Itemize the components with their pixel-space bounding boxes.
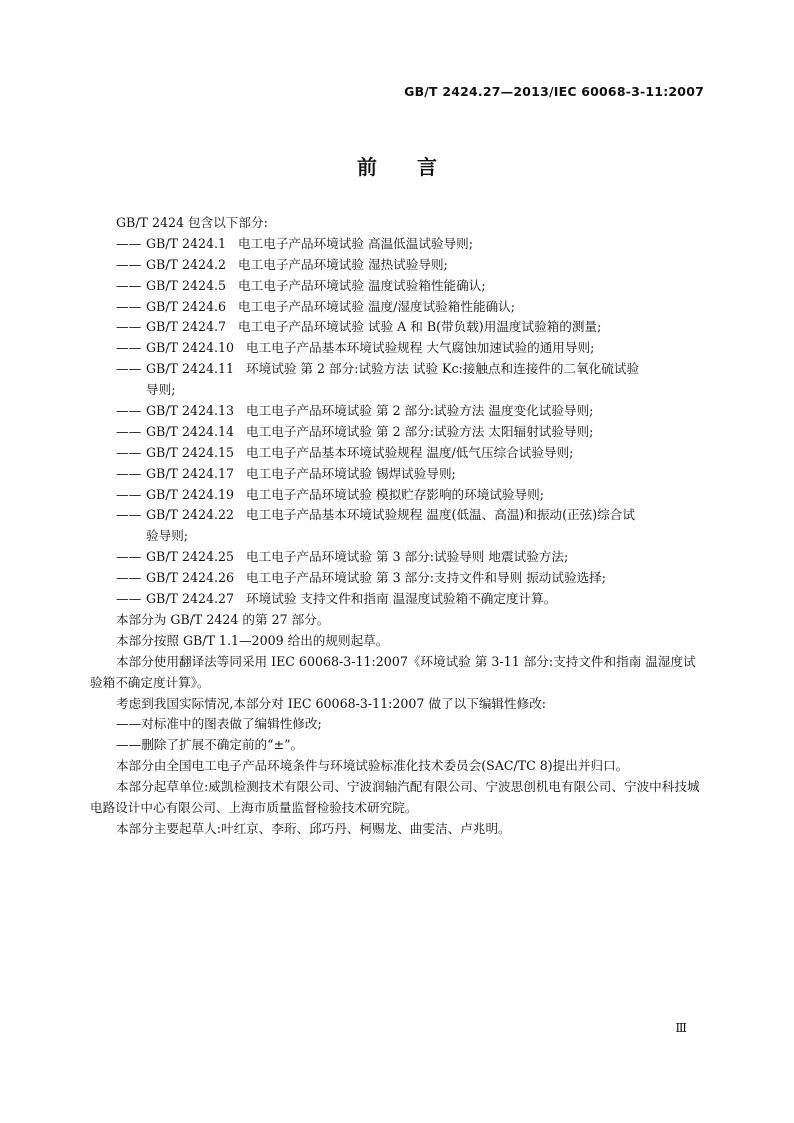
parts-list <box>90 234 708 610</box>
page-number: Ⅲ <box>675 1021 687 1035</box>
part-title: 电工电子产品环境试验 第 2 部分:试验方法 温度变化试验导则; <box>246 403 594 419</box>
dash-mark: —— <box>116 444 142 460</box>
part-title-continued: 导则; <box>146 382 176 398</box>
paragraph: 本部分按照 GB/T 1.1—2009 给出的规则起草。 <box>116 632 389 648</box>
part-number: GB/T 2424.11 <box>146 361 235 377</box>
paragraphs <box>90 610 708 715</box>
part-item <box>90 505 708 526</box>
dash-mark: —— <box>116 277 142 293</box>
part-number: GB/T 2424.25 <box>146 549 235 565</box>
edit-list <box>90 714 708 756</box>
part-number: GB/T 2424.15 <box>146 444 235 460</box>
part-number: GB/T 2424.7 <box>146 319 227 335</box>
part-title: 电工电子产品基本环境试验规程 温度/低气压综合试验导则; <box>246 444 574 460</box>
part-title: 环境试验 支持文件和指南 温湿度试验箱不确定度计算。 <box>246 591 557 607</box>
dash-mark: —— <box>116 591 142 607</box>
paragraph: 本部分使用翻译法等同采用 IEC 60068-3-11:2007《环境试验 第 3-11 部分:支持文件和指南 温湿度试验箱不确定度计算》。 <box>90 653 696 690</box>
part-number: GB/T 2424.22 <box>146 507 235 523</box>
part-item <box>90 443 708 464</box>
part-item <box>90 255 708 276</box>
part-title: 环境试验 第 2 部分:试验方法 试验 Kc:接触点和连接件的二氧化硫试验 <box>246 361 640 377</box>
dash-mark: —— <box>116 256 142 272</box>
part-title: 电工电子产品基本环境试验规程 大气腐蚀加速试验的通用导则; <box>246 340 595 356</box>
part-title: 电工电子产品环境试验 试验 A 和 B(带负载)用温度试验箱的测量; <box>238 319 602 335</box>
dash-mark: —— <box>116 319 142 335</box>
part-title: 电工电子产品环境试验 湿热试验导则; <box>238 256 448 272</box>
foreword-body <box>90 213 708 840</box>
dash-mark: —— <box>116 507 142 523</box>
part-title: 电工电子产品环境试验 高温低温试验导则; <box>238 235 473 251</box>
part-item <box>90 359 708 380</box>
part-title: 电工电子产品环境试验 温度试验箱性能确认; <box>238 277 486 293</box>
part-item <box>90 338 708 359</box>
part-item <box>90 401 708 422</box>
part-title-continued: 验导则; <box>146 528 189 544</box>
paragraph: 考虑到我国实际情况,本部分对 IEC 60068-3-11:2007 做了以下编辑性修改: <box>116 695 547 711</box>
paragraph: 本部分由全国电工电子产品环境条件与环境试验标准化技术委员会(SAC/TC 8)提出并归口。 <box>116 758 629 774</box>
part-title: 电工电子产品环境试验 锡焊试验导则; <box>246 465 456 481</box>
dash-mark: —— <box>116 549 142 565</box>
closing-paragraphs <box>90 756 708 840</box>
part-item <box>90 589 708 610</box>
paragraph: 本部分为 GB/T 2424 的第 27 部分。 <box>116 611 330 627</box>
part-title: 电工电子产品基本环境试验规程 温度(低温、高温)和振动(正弦)综合试 <box>246 507 635 523</box>
part-item <box>90 547 708 568</box>
part-title: 电工电子产品环境试验 第 3 部分:试验导则 地震试验方法; <box>246 549 569 565</box>
dash-mark: —— <box>116 235 142 251</box>
part-item <box>90 297 708 318</box>
standard-number-header: GB/T 2424.27—2013/IEC 60068-3-11:2007 <box>404 84 704 99</box>
part-number: GB/T 2424.17 <box>146 465 235 481</box>
part-item <box>90 568 708 589</box>
part-number: GB/T 2424.14 <box>146 423 235 439</box>
part-item <box>90 422 708 443</box>
dash-mark: —— <box>116 298 142 314</box>
part-number: GB/T 2424.27 <box>146 591 235 607</box>
part-title: 电工电子产品环境试验 第 2 部分:试验方法 太阳辐射试验导则; <box>246 423 594 439</box>
dash-mark: —— <box>116 403 142 419</box>
dash-mark: —— <box>116 486 142 502</box>
part-number: GB/T 2424.10 <box>146 340 235 356</box>
paragraph: 本部分主要起草人:叶红京、李珩、邱巧丹、柯赐龙、曲雯洁、卢兆明。 <box>116 820 511 836</box>
part-number: GB/T 2424.5 <box>146 277 227 293</box>
intro-line: GB/T 2424 包含以下部分: <box>116 215 268 230</box>
paragraph: 本部分起草单位:威凯检测技术有限公司、宁波润轴汽配有限公司、宁波思创机电有限公司、宁波中科技城电路设计中心有限公司、上海市质量监督检验技术研究院。 <box>90 779 700 816</box>
dash-mark: —— <box>116 465 142 481</box>
part-item <box>90 234 708 255</box>
part-item <box>90 317 708 338</box>
part-item <box>90 485 708 506</box>
part-title: 电工电子产品环境试验 温度/湿度试验箱性能确认; <box>238 298 515 314</box>
dash-mark: —— <box>116 340 142 356</box>
part-number: GB/T 2424.13 <box>146 403 235 419</box>
part-title: 电工电子产品环境试验 模拟贮存影响的环境试验导则; <box>246 486 544 502</box>
part-item <box>90 276 708 297</box>
part-number: GB/T 2424.19 <box>146 486 235 502</box>
dash-mark: —— <box>116 361 142 377</box>
part-item <box>90 464 708 485</box>
part-number: GB/T 2424.6 <box>146 298 227 314</box>
part-number: GB/T 2424.1 <box>146 235 227 251</box>
part-number: GB/T 2424.26 <box>146 570 235 586</box>
dash-mark: —— <box>116 423 142 439</box>
dash-mark: —— <box>116 570 142 586</box>
edit-item: ——删除了扩展不确定前的“±”。 <box>116 737 304 753</box>
page-title: 前言 <box>357 155 477 179</box>
edit-item: ——对标准中的图表做了编辑性修改; <box>116 716 322 732</box>
part-number: GB/T 2424.2 <box>146 256 227 272</box>
part-title: 电工电子产品环境试验 第 3 部分:支持文件和导则 振动试验选择; <box>246 570 606 586</box>
